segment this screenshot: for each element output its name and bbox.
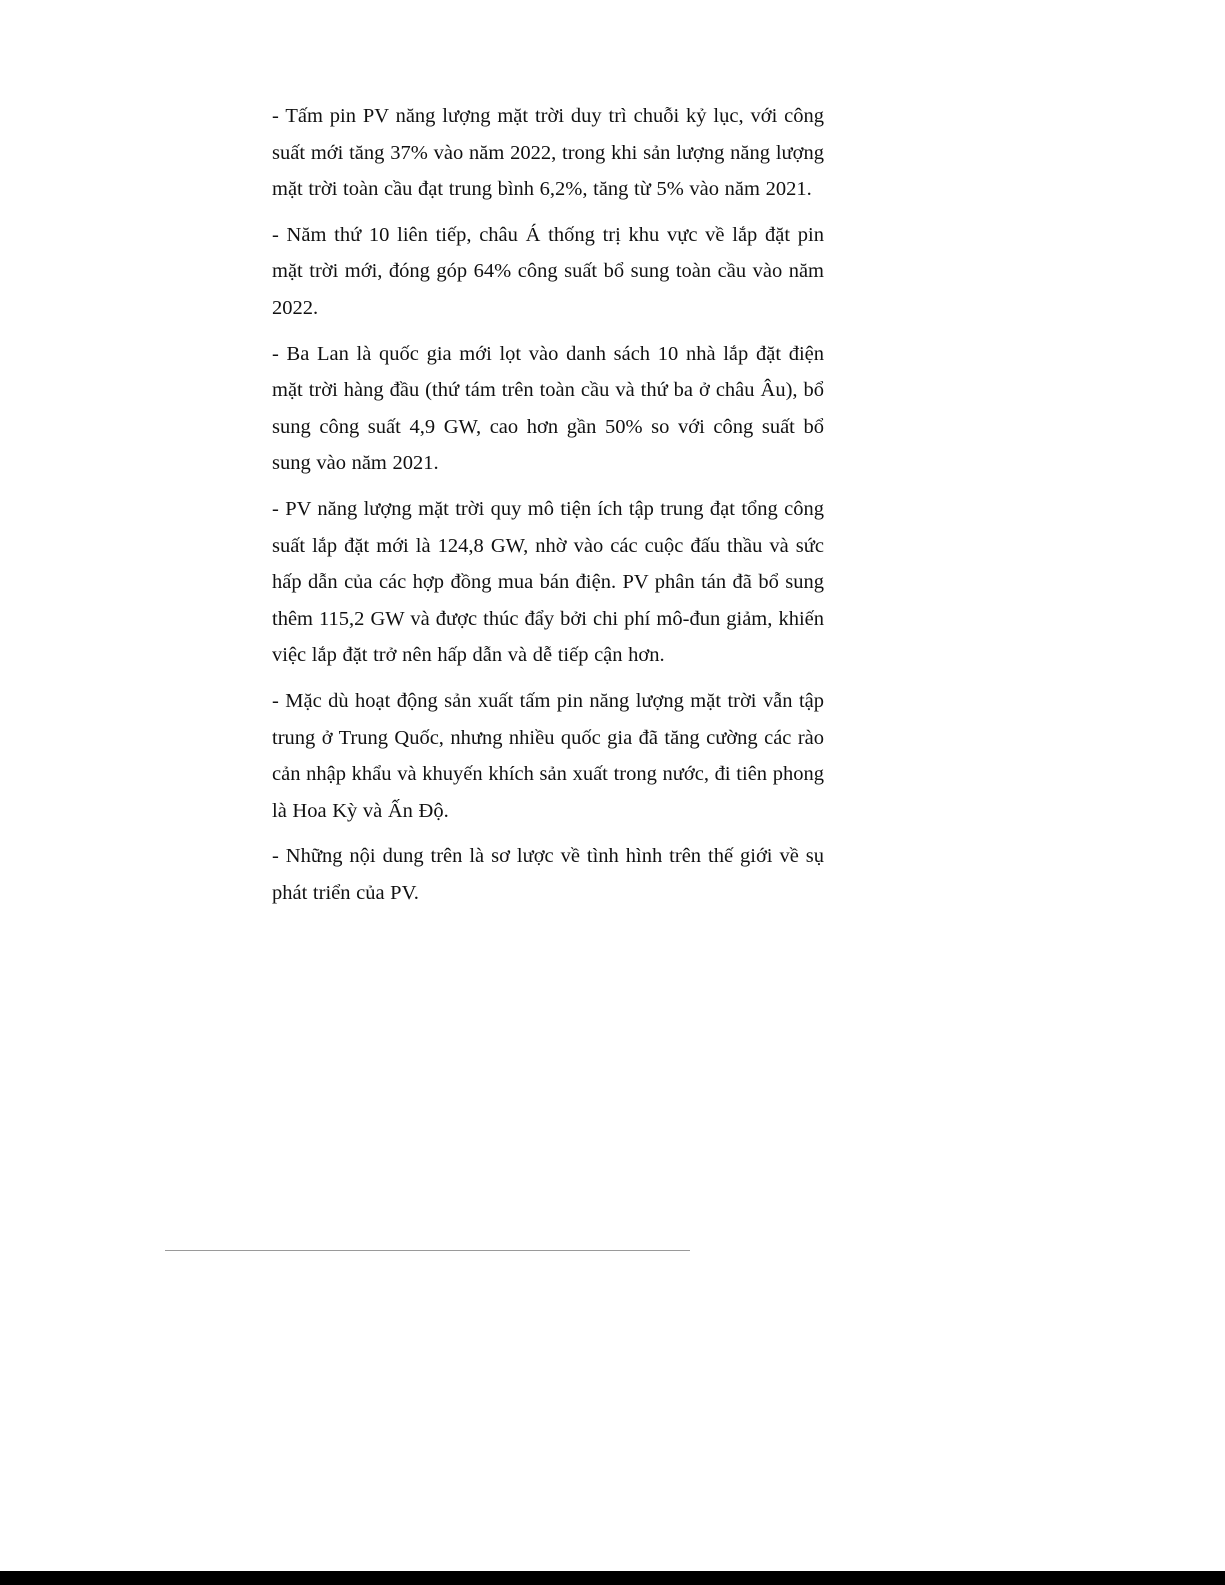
paragraph-4: - PV năng lượng mặt trời quy mô tiện ích tập trung đạt tổng công suất lắp đặt mới là 124,8 GW, nhờ vào các cuộc đấu thầu và sức hấp dẫn của các hợp đồng mua bán điện. PV phân tán đã bổ sung thêm 115,2 GW và được thúc đẩy bởi chi phí mô-đun giảm, khiến việc lắp đặt trở nên hấp dẫn và dễ tiếp cận hơn.: [272, 497, 824, 667]
document-body: [272, 98, 824, 920]
page-bottom-edge: [0, 1571, 1225, 1585]
footnote-separator: [165, 1250, 690, 1251]
paragraph-2: - Năm thứ 10 liên tiếp, châu Á thống trị khu vực về lắp đặt pin mặt trời mới, đóng góp 64% công suất bổ sung toàn cầu vào năm 2022.: [272, 223, 824, 319]
paragraph-5: - Mặc dù hoạt động sản xuất tấm pin năng lượng mặt trời vẫn tập trung ở Trung Quốc, nhưng nhiều quốc gia đã tăng cường các rào cản nhập khẩu và khuyến khích sản xuất trong nước, đi tiên phong là Hoa Kỳ và Ấn Độ.: [272, 689, 824, 822]
paragraph-1: - Tấm pin PV năng lượng mặt trời duy trì chuỗi kỷ lục, với công suất mới tăng 37% vào năm 2022, trong khi sản lượng năng lượng mặt trời toàn cầu đạt trung bình 6,2%, tăng từ 5% vào năm 2021.: [272, 105, 824, 201]
paragraph-6: - Những nội dung trên là sơ lược về tình hình trên thế giới về sụ phát triển của PV.: [272, 845, 824, 904]
paragraph-3: - Ba Lan là quốc gia mới lọt vào danh sách 10 nhà lắp đặt điện mặt trời hàng đầu (thứ tám trên toàn cầu và thứ ba ở châu Âu), bổ sung công suất 4,9 GW, cao hơn gần 50% so với công suất bổ sung vào năm 2021.: [272, 342, 824, 475]
